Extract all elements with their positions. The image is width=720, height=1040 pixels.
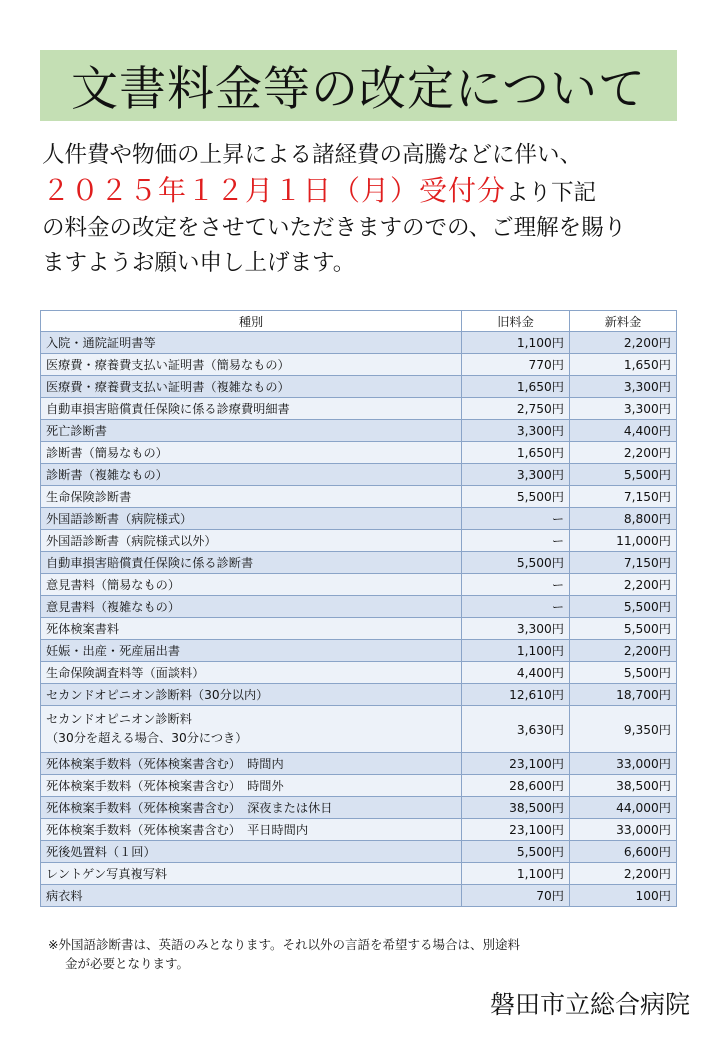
- fee-item-name: 自動車損害賠償責任保険に係る診断書: [41, 552, 462, 574]
- table-row: [41, 618, 677, 640]
- footnote: [48, 935, 678, 973]
- old-fee: 3,300円: [462, 464, 570, 486]
- new-fee: 33,000円: [570, 819, 677, 841]
- new-fee: 38,500円: [570, 775, 677, 797]
- table-row: [41, 706, 677, 753]
- fee-item-name: 死亡診断書: [41, 420, 462, 442]
- new-fee: 5,500円: [570, 618, 677, 640]
- table-row: [41, 398, 677, 420]
- table-row: [41, 420, 677, 442]
- intro-line-3: の料金の改定をさせていただきますのでの、ご理解を賜り: [42, 215, 627, 241]
- intro-line-1: 人件費や物価の上昇による諸経費の高騰などに伴い、: [42, 142, 583, 168]
- new-fee: 11,000円: [570, 530, 677, 552]
- fee-table-header: [41, 311, 677, 332]
- table-row: [41, 596, 677, 618]
- old-fee: 5,500円: [462, 552, 570, 574]
- old-fee: 1,100円: [462, 640, 570, 662]
- table-row: [41, 442, 677, 464]
- fee-item-name: 意見書料（簡易なもの）: [41, 574, 462, 596]
- old-fee: 12,610円: [462, 684, 570, 706]
- new-fee: 7,150円: [570, 552, 677, 574]
- table-row: [41, 574, 677, 596]
- fee-item-name: 診断書（複雑なもの）: [41, 464, 462, 486]
- old-fee: 3,630円: [462, 706, 570, 753]
- new-fee: 5,500円: [570, 662, 677, 684]
- fee-item-name: 病衣料: [41, 885, 462, 907]
- fee-item-name: 入院・通院証明書等: [41, 332, 462, 354]
- fee-item-name: 死体検案手数料（死体検案書含む） 時間内: [41, 753, 462, 775]
- new-fee: 4,400円: [570, 420, 677, 442]
- new-fee: 44,000円: [570, 797, 677, 819]
- table-row: [41, 863, 677, 885]
- fee-item-name: 生命保険診断書: [41, 486, 462, 508]
- header-new-fee: 新料金: [570, 311, 677, 332]
- table-row: [41, 841, 677, 863]
- table-row: [41, 332, 677, 354]
- old-fee: 770円: [462, 354, 570, 376]
- old-fee: 2,750円: [462, 398, 570, 420]
- header-type: 種別: [41, 311, 462, 332]
- table-row: [41, 486, 677, 508]
- table-row: [41, 508, 677, 530]
- new-fee: 5,500円: [570, 464, 677, 486]
- intro-line-2: [42, 173, 682, 211]
- fee-item-name: 死体検案手数料（死体検案書含む） 平日時間内: [41, 819, 462, 841]
- fee-item-name: 死後処置料（１回）: [41, 841, 462, 863]
- fee-item-name: 医療費・療養費支払い証明書（複雑なもの）: [41, 376, 462, 398]
- new-fee: 9,350円: [570, 706, 677, 753]
- fee-item-name: 外国語診断書（病院様式）: [41, 508, 462, 530]
- footnote-line-2: 金が必要となります。: [65, 956, 190, 971]
- page-title: 文書料金等の改定について: [70, 62, 647, 117]
- fee-item-name: 外国語診断書（病院様式以外）: [41, 530, 462, 552]
- effective-date-highlight: ２０２５年１２月１日（月）受付分: [42, 174, 507, 207]
- hospital-name: 磐田市立総合病院: [489, 990, 690, 1019]
- fee-item-name: 死体検案書料: [41, 618, 462, 640]
- table-row: [41, 530, 677, 552]
- fee-item-name: 医療費・療養費支払い証明書（簡易なもの）: [41, 354, 462, 376]
- fee-item-name: 死体検案手数料（死体検案書含む） 時間外: [41, 775, 462, 797]
- table-row: [41, 819, 677, 841]
- table-row: [41, 640, 677, 662]
- fee-table: [40, 310, 677, 907]
- table-row: [41, 684, 677, 706]
- new-fee: 1,650円: [570, 354, 677, 376]
- old-fee: 23,100円: [462, 819, 570, 841]
- old-fee: 5,500円: [462, 841, 570, 863]
- fee-item-name: レントゲン写真複写料: [41, 863, 462, 885]
- new-fee: 8,800円: [570, 508, 677, 530]
- old-fee: ー: [462, 530, 570, 552]
- old-fee: 3,300円: [462, 420, 570, 442]
- new-fee: 5,500円: [570, 596, 677, 618]
- old-fee: ー: [462, 596, 570, 618]
- table-row: [41, 464, 677, 486]
- new-fee: 100円: [570, 885, 677, 907]
- old-fee: 1,100円: [462, 863, 570, 885]
- new-fee: 6,600円: [570, 841, 677, 863]
- new-fee: 33,000円: [570, 753, 677, 775]
- new-fee: 2,200円: [570, 863, 677, 885]
- table-row: [41, 662, 677, 684]
- intro-line-2-rest: より下記: [506, 180, 597, 206]
- old-fee: 1,650円: [462, 442, 570, 464]
- footnote-line-1: ※外国語診断書は、英語のみとなります。それ以外の言語を希望する場合は、別途料: [48, 937, 520, 952]
- fee-item-name: 妊娠・出産・死産届出書: [41, 640, 462, 662]
- fee-item-name: 生命保険調査料等（面談料）: [41, 662, 462, 684]
- title-banner: [40, 50, 677, 121]
- old-fee: 70円: [462, 885, 570, 907]
- intro-line-4: ますようお願い申し上げます。: [42, 250, 356, 276]
- old-fee: 1,650円: [462, 376, 570, 398]
- fee-item-name: 自動車損害賠償責任保険に係る診療費明細書: [41, 398, 462, 420]
- old-fee: 1,100円: [462, 332, 570, 354]
- table-row: [41, 354, 677, 376]
- intro-text: [42, 138, 682, 281]
- table-row: [41, 552, 677, 574]
- table-row: [41, 797, 677, 819]
- old-fee: 4,400円: [462, 662, 570, 684]
- new-fee: 2,200円: [570, 332, 677, 354]
- fee-item-name: 意見書料（複雑なもの）: [41, 596, 462, 618]
- fee-item-name: 診断書（簡易なもの）: [41, 442, 462, 464]
- fee-item-name-line-1: セカンドオピニオン診断料: [46, 712, 192, 726]
- new-fee: 7,150円: [570, 486, 677, 508]
- old-fee: 28,600円: [462, 775, 570, 797]
- new-fee: 3,300円: [570, 398, 677, 420]
- old-fee: ー: [462, 574, 570, 596]
- old-fee: 5,500円: [462, 486, 570, 508]
- old-fee: 38,500円: [462, 797, 570, 819]
- old-fee: 3,300円: [462, 618, 570, 640]
- new-fee: 18,700円: [570, 684, 677, 706]
- fee-item-name: 死体検案手数料（死体検案書含む） 深夜または休日: [41, 797, 462, 819]
- new-fee: 2,200円: [570, 574, 677, 596]
- fee-table-body: [41, 332, 677, 907]
- table-row: [41, 775, 677, 797]
- header-old-fee: 旧料金: [462, 311, 570, 332]
- old-fee: ー: [462, 508, 570, 530]
- fee-item-name-line-2: （30分を超える場合、30分につき）: [46, 731, 248, 745]
- fee-item-name: [41, 706, 462, 753]
- new-fee: 3,300円: [570, 376, 677, 398]
- old-fee: 23,100円: [462, 753, 570, 775]
- table-row: [41, 753, 677, 775]
- fee-item-name: セカンドオピニオン診断料（30分以内）: [41, 684, 462, 706]
- new-fee: 2,200円: [570, 442, 677, 464]
- table-row: [41, 376, 677, 398]
- table-row: [41, 885, 677, 907]
- new-fee: 2,200円: [570, 640, 677, 662]
